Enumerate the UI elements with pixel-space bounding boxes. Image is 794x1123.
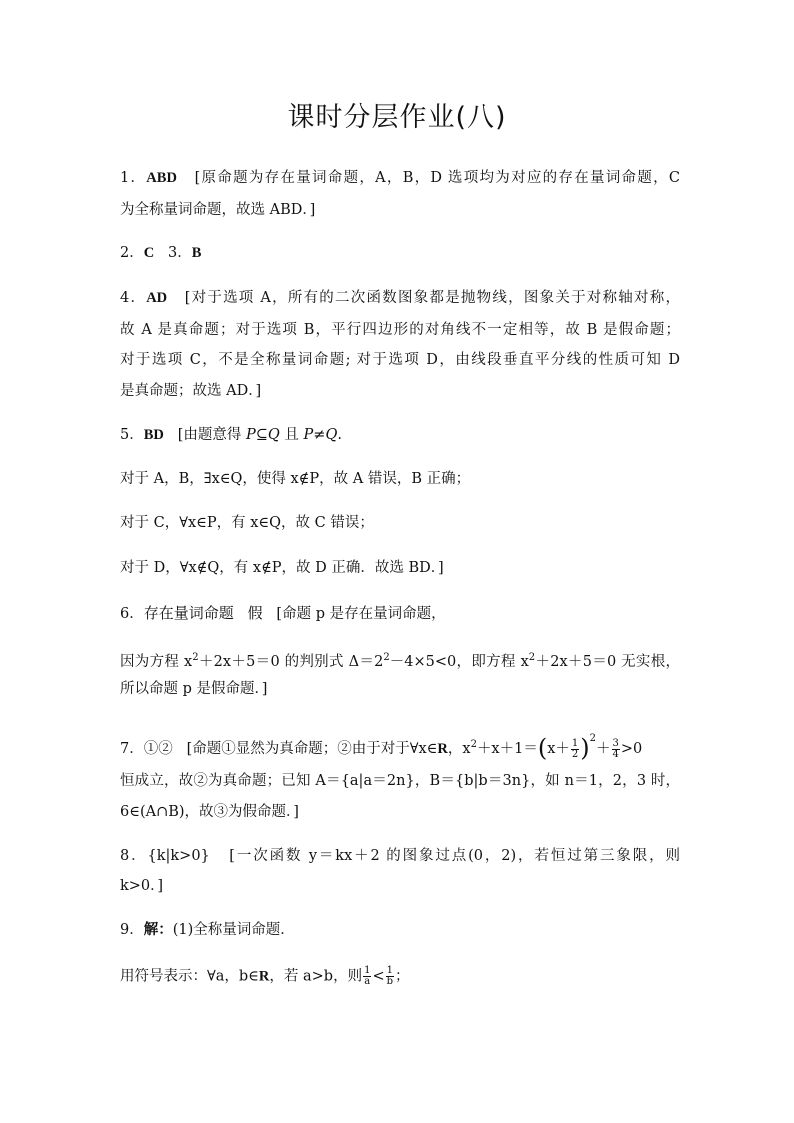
q5-set-p: P [246, 427, 256, 443]
q6-text-2c: －4×5<0，即方程 x [389, 654, 529, 670]
q7-text-1a: [命题①显然为真命题；②由于对于∀x∈ [186, 741, 438, 757]
q9-reals: R [258, 968, 270, 985]
q7-reals: R [437, 741, 448, 757]
q7-exponent: 2 [589, 733, 597, 744]
q5-intro: [由题意得 [177, 427, 246, 443]
q6-line2 [120, 648, 680, 672]
q7-gt-zero: >0 [620, 741, 643, 757]
q9-number: 9． [120, 922, 144, 938]
q5-line2: 对于 A，B，∃x∈Q，使得 x∉P，故 A 错误，B 正确； [120, 471, 471, 487]
q8-line1 [120, 846, 680, 866]
q7-half-den: 2 [571, 748, 579, 760]
q5-set-q-2: Q [325, 427, 338, 443]
q6-text-1: [命题 p 是存在量词命题， [276, 606, 446, 622]
q8-answer: {k|k>0} [147, 848, 210, 864]
q7-inner: x＋ [547, 741, 570, 757]
q3-number: 3． [168, 245, 192, 261]
q9-lt: < [372, 968, 385, 985]
q5-answer: BD [143, 427, 164, 443]
q1-answer: ABD [146, 170, 177, 186]
q6-line1 [120, 603, 680, 624]
q6-text-2d: ＋2x＋5＝0 无实根， [535, 654, 680, 670]
q1-line2: 为全称量词命题，故选 ABD．] [120, 202, 316, 218]
q4-answer: AD [146, 290, 168, 306]
q7-half-fraction [571, 739, 579, 760]
q7-line1 [120, 729, 680, 760]
q5-number: 5． [120, 427, 144, 443]
q7-answer: ①② [143, 741, 173, 757]
q8-text-1: [一次函数 y＝kx＋2 的图象过点(0，2)，若恒过第三象限，则 [229, 848, 680, 864]
q3-answer: B [191, 245, 202, 261]
q7-line3: 6∈(A∩B)，故③为假命题．] [120, 804, 299, 820]
q7-quarter-den: 4 [612, 748, 619, 760]
q6-square-1: 2 [192, 652, 199, 663]
q6-line3: 所以命题 p 是假命题．] [120, 681, 268, 697]
q7-right-paren: ) [580, 734, 590, 762]
q9-line2 [120, 966, 680, 987]
q5-line4: 对于 D，∀x∉Q，有 x∉P，故 D 正确．故选 BD．] [120, 560, 444, 576]
q5-set-q: Q [267, 427, 280, 443]
q4-line2: 故 A 是真命题；对于选项 B，平行四边形的对角线不一定相等，故 B 是假命题； [120, 322, 680, 338]
q9-text-2b: ，若 a>b，则 [269, 968, 363, 985]
q7-half-num: 1 [571, 737, 579, 749]
q9-text-1: (1)全称量词命题． [172, 922, 295, 938]
q7-line2: 恒成立，故②为真命题；已知 A＝{a|a＝2n}，B＝{b|b＝3n}，如 n＝1，2，3 时， [120, 773, 680, 789]
q8-number: 8． [120, 848, 148, 864]
q7-number: 7． [120, 741, 144, 757]
q5-neq: ≠ [313, 427, 326, 443]
q7-left-paren: ( [537, 734, 548, 762]
q9-label: 解： [143, 922, 173, 938]
q5-line3: 对于 C，∀x∈P，有 x∈Q，故 C 错误； [120, 515, 374, 531]
q1-number: 1． [120, 170, 147, 186]
q4-line4: 是真命题；故选 AD．] [120, 383, 262, 399]
q7-square: 2 [470, 739, 477, 750]
q6-square-2: 2 [383, 652, 390, 663]
q6-text-2b: ＋2x＋5＝0 的判别式 Δ＝2 [198, 654, 384, 670]
q1-line1 [120, 168, 680, 188]
q1-text-1: [原命题为存在量词命题，A，B，D 选项均为对应的存在量词命题，C [194, 170, 680, 186]
q9-fraction-1 [363, 966, 371, 987]
q9-f2-num: 1 [386, 965, 394, 976]
q2-number: 2． [120, 245, 144, 261]
q2-q3-line [120, 243, 680, 263]
q7-quarter-fraction [612, 739, 620, 760]
q9-f1-num: 1 [364, 965, 371, 976]
q8-line2: k>0．] [120, 878, 164, 894]
q9-f2-den: b [386, 976, 394, 987]
q9-fraction-2 [386, 966, 394, 987]
q9-line1 [120, 920, 680, 940]
q5-line1 [120, 425, 680, 445]
page-title: 课时分层作业(八) [287, 102, 507, 133]
q6-square-3: 2 [528, 652, 536, 663]
q4-line1 [120, 288, 680, 308]
q4-line3: 对于选项 C，不是全称量词命题; 对于选项 D，由线段垂直平分线的性质可知 D [120, 352, 680, 368]
q9-semicolon: ； [395, 968, 410, 985]
q5-and: 且 [279, 427, 304, 443]
q9-f1-den: a [364, 976, 371, 987]
q5-subseteq: ⊆ [255, 427, 268, 443]
q9-text-2a: 用符号表示：∀a，b∈ [120, 968, 259, 985]
q5-set-p-2: P [303, 427, 314, 443]
q2-answer: C [143, 245, 155, 261]
q5-period: . [337, 427, 342, 443]
q6-number: 6． [120, 606, 144, 622]
q6-text-2a: 因为方程 x [120, 654, 193, 670]
q7-text-1c: ＋x＋1＝ [476, 741, 538, 757]
q4-number: 4． [120, 290, 147, 306]
q7-plus: ＋ [596, 741, 611, 757]
q4-text-1: [对于选项 A，所有的二次函数图象都是抛物线，图象关于对称轴对称， [184, 290, 680, 306]
q6-answer-1: 存在量词命题 [143, 604, 234, 622]
q7-text-1b: ，x [447, 741, 471, 757]
q7-quarter-num: 3 [612, 737, 619, 749]
q6-answer-2: 假 [247, 604, 263, 622]
